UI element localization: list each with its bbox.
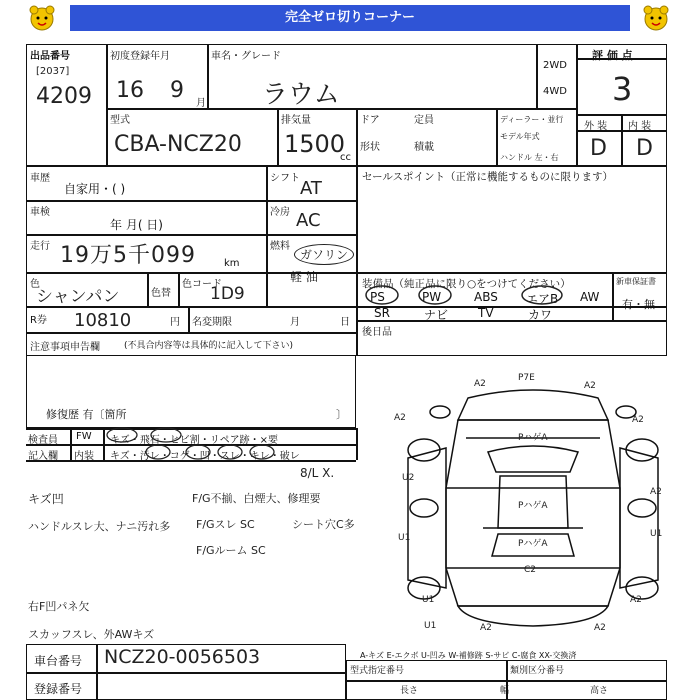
equip-label: 装備品（純正品に限り○をつけてください） bbox=[362, 278, 571, 290]
equip-sr[interactable]: SR bbox=[374, 306, 390, 320]
mascot-icon bbox=[642, 4, 670, 32]
diagram-mark: C2 bbox=[524, 565, 537, 575]
diagram-mark: U1 bbox=[422, 595, 435, 605]
tax-label: 名変期限 bbox=[192, 317, 232, 328]
lot-number: 4209 bbox=[36, 84, 92, 109]
month-unit: 月 bbox=[196, 98, 206, 109]
note-4: F/Gスレ SC bbox=[196, 518, 255, 531]
note-5: シート穴C多 bbox=[292, 518, 355, 531]
entry-label: 記入欄 bbox=[28, 451, 58, 462]
warranty-value: 有・無 bbox=[622, 298, 655, 311]
recycle-label: R券 bbox=[30, 315, 47, 326]
equip-navi[interactable]: ナビ bbox=[424, 308, 449, 322]
lot-no-label: 出品番号 bbox=[30, 51, 70, 62]
equip-tv[interactable]: TV bbox=[478, 306, 494, 320]
4wd-label: 4WD bbox=[543, 86, 567, 97]
entry-circles bbox=[100, 426, 350, 462]
diagram-mark: PハゲA bbox=[518, 433, 548, 443]
2wd-label: 2WD bbox=[543, 60, 567, 71]
year-value: 16 bbox=[116, 78, 144, 103]
score-value: 3 bbox=[612, 70, 633, 108]
diagram-mark: A2 bbox=[594, 623, 606, 633]
color-no-label: 色替 bbox=[151, 288, 171, 299]
color-label: 色 bbox=[30, 279, 40, 290]
inspector-label: 検査員 bbox=[28, 435, 58, 446]
shaken-label: 車検 bbox=[30, 207, 50, 218]
color-code-label: 色コード bbox=[182, 279, 222, 290]
int-value: D bbox=[636, 136, 653, 161]
diagram-mark: P7E bbox=[518, 373, 535, 383]
equip-pw[interactable]: PW bbox=[422, 290, 442, 304]
fuel-label: 燃料 bbox=[270, 241, 290, 252]
repair-label: 修復歴 有〔箇所 bbox=[46, 408, 127, 421]
equip-leather[interactable]: カワ bbox=[528, 308, 553, 322]
equip-aw[interactable]: AW bbox=[580, 290, 600, 304]
fuel-diesel: 軽 油 bbox=[290, 270, 318, 284]
diagram-mark: A2 bbox=[394, 413, 406, 423]
height-label: 高さ bbox=[590, 686, 609, 696]
note-8: スカッフスレ、外AWキズ bbox=[28, 628, 155, 641]
equip-circles bbox=[360, 284, 600, 306]
tax-day: 日 bbox=[340, 317, 350, 328]
equip-ps[interactable]: PS bbox=[370, 290, 385, 304]
sales-point-label: セールスポイント（正常に機能するものに限ります） bbox=[362, 171, 614, 183]
int-label: 内 装 bbox=[628, 121, 652, 132]
mascot-icon bbox=[28, 4, 56, 32]
equip-airbag[interactable]: エアB bbox=[526, 292, 559, 306]
diagram-mark: PハゲA bbox=[518, 539, 548, 549]
mileage-label: 走行 bbox=[30, 241, 50, 252]
lot-prefix: [2037] bbox=[36, 66, 70, 77]
diagram-mark: A2 bbox=[584, 381, 596, 391]
score-label: 評 価 点 bbox=[592, 49, 633, 62]
recycle-value: 10810 bbox=[74, 310, 132, 331]
history-label: 車歴 bbox=[30, 173, 50, 184]
history-value: 自家用・( ) bbox=[64, 182, 126, 196]
damage-legend: A-キズ E-エクボ U-凹み W-補修跡 S-サビ C-腐食 XX-交換済 bbox=[360, 651, 577, 660]
diagram-mark: A2 bbox=[632, 415, 644, 425]
width-label: 幅 bbox=[500, 686, 510, 696]
type-value: CBA-NCZ20 bbox=[114, 132, 242, 157]
dealer-label: ディーラー・並行 bbox=[500, 115, 564, 124]
chassis-value: NCZ20-0056503 bbox=[104, 646, 261, 668]
handle-label: ハンドル 左・右 bbox=[500, 153, 559, 162]
diagram-mark: PハゲA bbox=[518, 501, 548, 511]
type-no-label: 型式指定番号 bbox=[350, 666, 405, 676]
car-diagram bbox=[388, 368, 678, 640]
rear-seat-label: 後日品 bbox=[362, 327, 392, 338]
diagram-mark: U2 bbox=[402, 473, 415, 483]
cc-unit: cc bbox=[340, 152, 351, 163]
note-9: 8/L X. bbox=[300, 466, 335, 480]
note-3: F/G不揃、白煙大、修理要 bbox=[192, 492, 321, 505]
ext-value: D bbox=[590, 136, 607, 161]
diagram-mark: U1 bbox=[424, 621, 437, 631]
mileage-value: 19万5千099 bbox=[60, 243, 196, 268]
capacity-label: 定員 bbox=[414, 115, 434, 126]
class-no-label: 類別区分番号 bbox=[510, 666, 565, 676]
km-unit: km bbox=[224, 258, 240, 269]
displacement-label: 排気量 bbox=[281, 115, 311, 126]
note-6: F/Gルーム SC bbox=[196, 544, 266, 557]
load-label: 積載 bbox=[414, 142, 434, 153]
displacement-value: 1500 bbox=[284, 130, 346, 158]
month-value: 9 bbox=[170, 78, 184, 103]
length-label: 長さ bbox=[400, 686, 419, 696]
color-code-value: 1D9 bbox=[210, 284, 245, 304]
tax-month: 月 bbox=[290, 317, 300, 328]
note-2: ハンドルスレ大、ナニ汚れ多 bbox=[28, 520, 171, 533]
shift-value: AT bbox=[300, 178, 322, 199]
note-1: キズ凹 bbox=[28, 492, 64, 506]
notes-label: 注意事項申告欄 bbox=[30, 342, 100, 353]
equip-abs[interactable]: ABS bbox=[474, 290, 498, 304]
first-reg-label: 初度登録年月 bbox=[110, 51, 170, 62]
door-label: ドア bbox=[360, 115, 380, 126]
fw-label: FW bbox=[76, 431, 92, 442]
notes-sub: (不具合内容等は具体的に記入して下さい) bbox=[124, 341, 294, 351]
ext-label: 外 装 bbox=[584, 121, 608, 132]
color-value: シャンパン bbox=[36, 287, 120, 307]
interior-label: 内装 bbox=[74, 451, 94, 462]
fw-items: キズ・飛石・ヒビ割・リペア跡・×要 bbox=[110, 435, 278, 446]
type-label: 型式 bbox=[110, 115, 130, 126]
cooler-value: AC bbox=[296, 210, 321, 231]
shaken-value: 年 月( 日) bbox=[110, 218, 163, 232]
interior-items: キズ・汚レ・コゲ・凹・スレ・キレ・破レ bbox=[110, 451, 300, 462]
diagram-mark: U1 bbox=[398, 533, 411, 543]
page-banner: 完全ゼロ切りコーナー bbox=[70, 5, 630, 31]
diagram-mark: A2 bbox=[630, 595, 642, 605]
note-7: 右F凹パネ欠 bbox=[28, 600, 90, 613]
warranty-label: 新車保証書 bbox=[616, 277, 656, 286]
model-grade-label: 車名・グレード bbox=[211, 51, 281, 62]
fuel-value: ガソリン bbox=[294, 244, 354, 265]
shape-label: 形状 bbox=[360, 142, 380, 153]
diagram-mark: U1 bbox=[650, 529, 663, 539]
chassis-label: 車台番号 bbox=[34, 654, 83, 668]
cooler-label: 冷房 bbox=[270, 207, 290, 218]
model-year-label: モデル年式 bbox=[500, 132, 540, 141]
diagram-mark: A2 bbox=[650, 487, 662, 497]
shift-label: シフト bbox=[270, 173, 300, 184]
model-name: ラウム bbox=[262, 80, 340, 110]
reg-no-label: 登録番号 bbox=[34, 682, 83, 696]
repair-end: 〕 bbox=[336, 408, 347, 421]
diagram-mark: A2 bbox=[480, 623, 492, 633]
diagram-mark: A2 bbox=[474, 379, 486, 389]
recycle-unit: 円 bbox=[170, 317, 180, 328]
